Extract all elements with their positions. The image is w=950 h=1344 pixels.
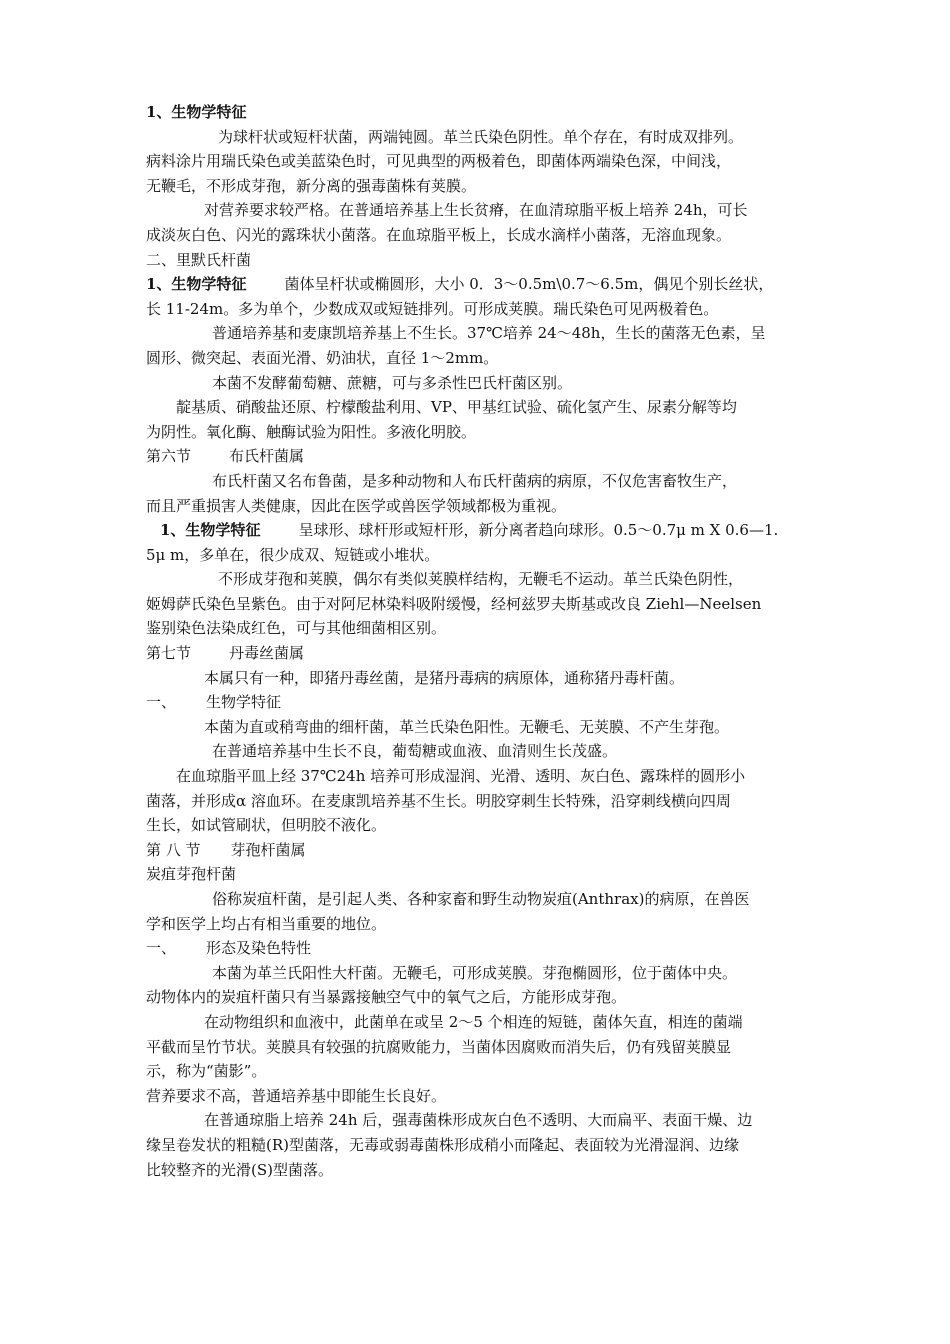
paragraph-line: 缘呈卷发状的粗糙(R)型菌落，无毒或弱毒菌株形成稍小而隆起、表面较为光滑湿润、边缘 xyxy=(146,1135,740,1154)
section-title: 布氏杆菌属 xyxy=(229,447,305,466)
section-heading-riemerella: 二、里默氏杆菌 xyxy=(146,250,252,269)
paragraph-line: 学和医学上均占有相当重要的地位。 xyxy=(146,914,387,933)
subheading-line xyxy=(146,690,810,715)
paragraph-line: 菌落，并形成α 溶血环。在麦康凯培养基不生长。明胶穿刺生长特殊，沿穿刺线横向四周 xyxy=(146,791,731,810)
paragraph-line: 普通培养基和麦康凯培养基上不生长。37℃培养 24～48h，生长的菌落无色素，呈 xyxy=(212,324,766,343)
paragraph-line: 俗称炭疽杆菌，是引起人类、各种家畜和野生动物炭疽(Anthrax)的病原，在兽医 xyxy=(212,890,750,908)
paragraph-line: 生长，如试管刷状，但明胶不液化。 xyxy=(146,816,387,835)
section-heading-7 xyxy=(146,641,810,666)
paragraph-line: 示，称为“菌影”。 xyxy=(146,1062,267,1081)
section-number: 第七节 xyxy=(146,644,192,663)
paragraph-line: 本菌为直或稍弯曲的细杆菌，革兰氏染色阳性。无鞭毛、无荚膜、不产生芽孢。 xyxy=(204,717,730,736)
paragraph-line: 对营养要求较严格。在普通培养基上生长贫瘠，在血清琼脂平板上培养 24h，可长 xyxy=(204,201,748,220)
section-title: 丹毒丝菌属 xyxy=(229,644,305,663)
paragraph-line: 比较整齐的光滑(S)型菌落。 xyxy=(146,1160,333,1179)
paragraph-line: 在动物组织和血液中，此菌单在或呈 2～5 个相连的短链，菌体矢直，相连的菌端 xyxy=(204,1012,743,1031)
heading-biology-2: 1、生物学特征 xyxy=(146,275,247,294)
subheading-line xyxy=(146,518,810,543)
paragraph-line: 为阴性。氧化酶、触酶试验为阳性。多液化明胶。 xyxy=(146,422,477,441)
subsection-title: 炭疽芽孢杆菌 xyxy=(146,865,237,884)
paragraph-line: 而且严重损害人类健康，因此在医学或兽医学领域都极为重视。 xyxy=(146,496,567,515)
paragraph-line: 成淡灰白色、闪光的露珠状小菌落。在血琼脂平板上，长成水滴样小菌落，无溶血现象。 xyxy=(146,225,732,244)
paragraph-line: 呈球形、球杆形或短杆形，新分离者趋向球形。0.5～0.7μ m X 0.6—1. xyxy=(298,521,779,540)
subheading-line xyxy=(146,272,810,297)
subheading-title: 形态及染色特性 xyxy=(206,939,312,958)
paragraph-line: 5μ m，多单在，很少成双、短链或小堆状。 xyxy=(146,545,440,564)
section-title: 芽孢杆菌属 xyxy=(230,840,306,859)
paragraph-line: 本属只有一种，即猪丹毒丝菌，是猪丹毒病的病原体，通称猪丹毒杆菌。 xyxy=(204,668,685,687)
paragraph-line: 在普通培养基中生长不良，葡萄糖或血液、血清则生长茂盛。 xyxy=(212,742,618,761)
subheading-number: 一、 xyxy=(146,693,177,712)
paragraph-line: 长 11-24m。多为单个，少数成双或短链排列。可形成荚膜。瑞氏染色可见两极着色。 xyxy=(146,299,719,318)
section-number: 第六节 xyxy=(146,447,192,466)
subheading-line xyxy=(146,936,810,961)
subheading-number: 一、 xyxy=(146,939,177,958)
heading-biology-1: 1、生物学特征 xyxy=(146,103,247,121)
paragraph-line: 在血琼脂平皿上经 37℃24h 培养可形成湿润、光滑、透明、灰白色、露珠样的圆形小 xyxy=(176,767,746,786)
document-body xyxy=(146,100,810,1182)
paragraph-line: 本菌为革兰氏阳性大杆菌。无鞭毛，可形成荚膜。芽孢椭圆形，位于菌体中央。 xyxy=(212,963,738,982)
paragraph-line: 本菌不发酵葡萄糖、蔗糖，可与多杀性巴氏杆菌区别。 xyxy=(212,373,573,392)
paragraph-line: 营养要求不高，普通培养基中即能生长良好。 xyxy=(146,1086,447,1105)
paragraph-line: 动物体内的炭疽杆菌只有当暴露接触空气中的氧气之后，方能形成芽孢。 xyxy=(146,988,627,1007)
paragraph-line: 菌体呈杆状或椭圆形，大小 0．3～0.5m\0.7～6.5m，偶见个别长丝状， xyxy=(284,275,774,294)
section-number: 第 八 节 xyxy=(146,840,201,859)
section-heading-8 xyxy=(146,838,810,863)
heading-biology-3: 1、生物学特征 xyxy=(160,521,261,540)
paragraph-line: 在普通琼脂上培养 24h 后，强毒菌株形成灰白色不透明、大而扁平、表面干燥、边 xyxy=(204,1111,753,1130)
section-heading-6 xyxy=(146,444,810,469)
paragraph-line: 姬姆萨氏染色呈紫色。由于对阿尼林染料吸附缓慢，经柯兹罗夫斯基或改良 Ziehl—Neelsen xyxy=(146,594,762,613)
paragraph-line: 圆形、微突起、表面光滑、奶油状，直径 1～2mm。 xyxy=(146,348,499,367)
paragraph-line: 平截而呈竹节状。荚膜具有较强的抗腐败能力，当菌体因腐败而消失后，仍有残留荚膜显 xyxy=(146,1037,732,1056)
paragraph-line: 鉴别染色法染成红色，可与其他细菌相区别。 xyxy=(146,619,447,638)
paragraph-line: 布氏杆菌又名布鲁菌，是多种动物和人布氏杆菌病的病原，不仅危害畜牧生产， xyxy=(212,471,738,490)
paragraph-line: 靛基质、硝酸盐还原、柠檬酸盐利用、VP、甲基红试验、硫化氢产生、尿素分解等均 xyxy=(176,398,737,417)
paragraph-line: 无鞭毛，不形成芽孢，新分离的强毒菌株有荚膜。 xyxy=(146,176,477,195)
subheading-title: 生物学特征 xyxy=(206,693,282,712)
paragraph-line: 病料涂片用瑞氏染色或美蓝染色时，可见典型的两极着色，即菌体两端染色深，中间浅， xyxy=(146,152,732,171)
paragraph-line: 为球杆状或短杆状菌，两端钝圆。革兰氏染色阴性。单个存在，有时成双排列。 xyxy=(218,127,744,146)
paragraph-line: 不形成芽孢和荚膜，偶尔有类似荚膜样结构，无鞭毛不运动。革兰氏染色阴性， xyxy=(218,570,744,589)
